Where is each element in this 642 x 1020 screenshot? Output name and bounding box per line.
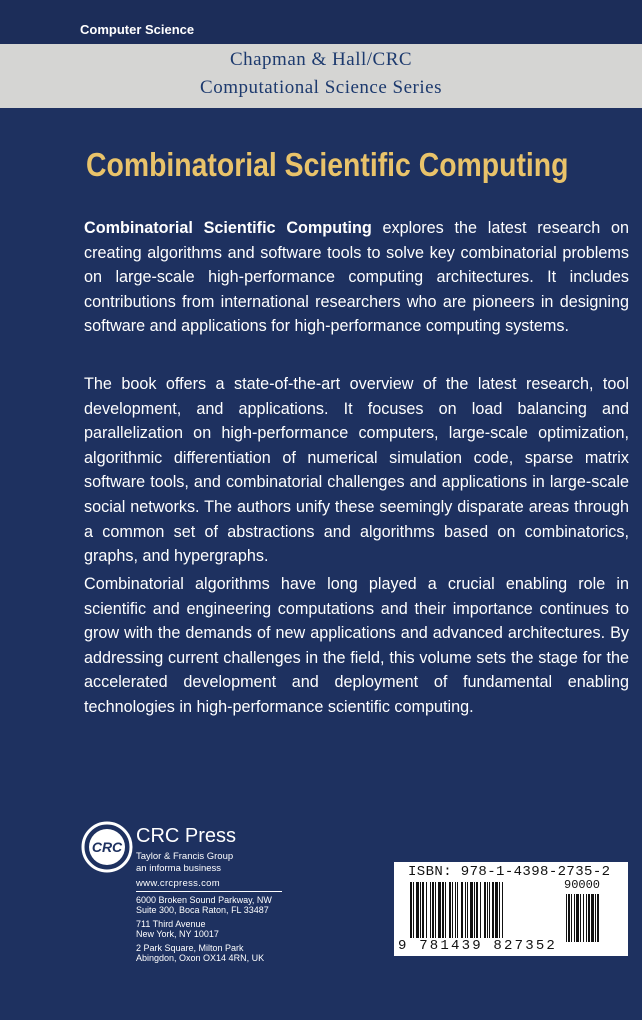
barcode-bar xyxy=(416,882,419,938)
barcode-bar xyxy=(452,882,453,938)
barcode-box xyxy=(394,862,628,956)
publisher-name: CRC Press xyxy=(136,825,237,847)
barcode-bar xyxy=(449,882,451,938)
description-paragraph-1 xyxy=(84,216,629,339)
address-3-line-2: Abingdon, Oxon OX14 4RN, UK xyxy=(136,953,265,963)
address-2-line-1: 711 Third Avenue xyxy=(136,919,206,929)
book-title: Combinatorial Scientific Computing xyxy=(86,146,569,183)
barcode-bar xyxy=(487,882,488,938)
barcode-bar xyxy=(489,882,490,938)
description-paragraph-2: The book offers a state-of-the-art overview of the latest research, tool development, and applications. It focuses on load balancing and parallelization on high-performance computers, large-scale optimization, algorithmic differentiation of numerical simulation code, sparse matrix software tools, and combinatorial challenges and applications in large-scale social networks. The authors unify these seemingly disparate areas through a common set of abstractions and algorithms based on combinatorics, graphs, and hypergraphs. xyxy=(84,375,629,566)
barcode-bar xyxy=(438,882,441,938)
price-code: 90000 xyxy=(564,878,601,892)
addon-bar xyxy=(597,894,599,942)
publisher-divider xyxy=(136,891,282,892)
addon-bar xyxy=(580,894,581,942)
barcode-bar xyxy=(465,882,466,938)
barcode-bar xyxy=(467,882,468,938)
addon-bar xyxy=(595,894,596,942)
isbn-number: ISBN: 978-1-4398-2735-2 xyxy=(408,864,611,880)
series-line-1: Chapman & Hall/CRC xyxy=(229,49,413,70)
crc-logo-text: CRC xyxy=(91,839,123,855)
barcode-bar xyxy=(413,882,414,938)
publisher-group: Taylor & Francis Group xyxy=(136,851,234,862)
barcode-bar xyxy=(420,882,421,938)
barcode-bar xyxy=(455,882,456,938)
barcode-bar xyxy=(432,882,434,938)
barcode-bar xyxy=(426,882,427,938)
addon-bar xyxy=(571,894,572,942)
barcode-bar xyxy=(474,882,475,938)
barcode-bar xyxy=(435,882,436,938)
address-3-line-1: 2 Park Square, Milton Park xyxy=(136,943,244,953)
barcode-bar xyxy=(476,882,478,938)
address-1-line-1: 6000 Broken Sound Parkway, NW xyxy=(136,895,272,905)
barcode-bar xyxy=(457,882,458,938)
description-paragraph-3: Combinatorial algorithms have long played a crucial enabling role in scientific and engineering computations and their importance continues to grow with the demands of new applications and advanced architectures. By addressing current challenges in the field, this volume sets the stage for the accelerated development and deployment of fundamental enabling technologies in high-performance scientific computing. xyxy=(84,575,629,716)
address-1-line-2: Suite 300, Boca Raton, FL 33487 xyxy=(136,905,269,915)
addon-bar xyxy=(568,894,570,942)
barcode-bar xyxy=(502,882,503,938)
barcode-bar xyxy=(484,882,486,938)
addon-bar xyxy=(588,894,590,942)
addon-bar xyxy=(574,894,575,942)
barcode-bar xyxy=(470,882,473,938)
top-bar xyxy=(0,0,642,44)
addon-bar xyxy=(586,894,587,942)
barcode-bar xyxy=(430,882,431,938)
category-label: Computer Science xyxy=(80,22,195,37)
description-bold-title: Combinatorial Scientific Computing xyxy=(84,219,372,237)
description-paragraph-1-text: explores the latest research on creating algorithms and software tools to solve key combinatorial problems on large-scale high-performance computing architectures. It includes contributions from international researchers who are pioneers in designing software and applications for high-performance computing systems. xyxy=(84,219,629,336)
barcode-bar xyxy=(445,882,446,938)
barcode-bar xyxy=(410,882,412,938)
addon-bar xyxy=(566,894,567,942)
barcode-bar xyxy=(480,882,481,938)
publisher-block xyxy=(80,820,320,970)
publisher-business: an informa business xyxy=(136,863,222,874)
series-band xyxy=(0,44,642,108)
crc-logo xyxy=(80,820,134,874)
barcode-bar xyxy=(461,882,463,938)
barcode-bar xyxy=(422,882,424,938)
barcode-bar xyxy=(492,882,494,938)
ean-digits: 9 781439 827352 xyxy=(398,938,558,954)
barcode-bar xyxy=(442,882,444,938)
publisher-website[interactable]: www.crcpress.com xyxy=(136,878,220,889)
address-2-line-2: New York, NY 10017 xyxy=(136,929,219,939)
barcode-bar xyxy=(495,882,498,938)
barcode-bar xyxy=(499,882,500,938)
addon-bar xyxy=(576,894,579,942)
addon-bar xyxy=(591,894,594,942)
addon-bar xyxy=(583,894,584,942)
series-line-2: Computational Science Series xyxy=(200,77,442,98)
